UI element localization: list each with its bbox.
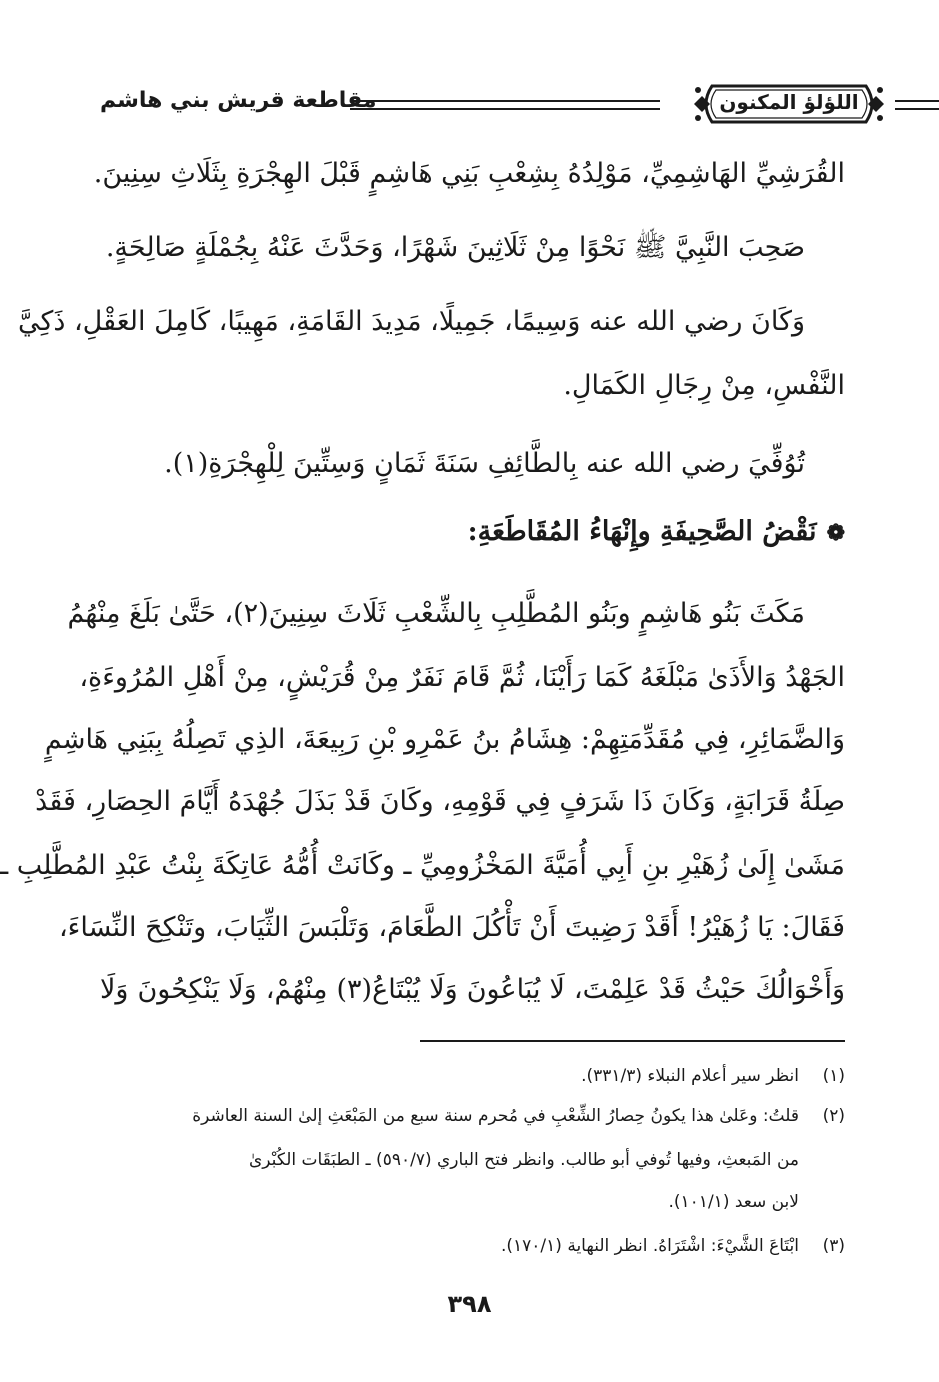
body-line: صِلَةُ قَرَابَةٍ، وَكَانَ ذَا شَرَفٍ فِي قَوْمِهِ، وكَانَ قَدْ بَذَلَ جُهْدَهُ أَيَّامَ الحِصَارِ، فَقَدْ xyxy=(35,786,845,817)
footnote-number: (٣) xyxy=(822,1236,845,1256)
flower-bullet-icon: ❁ xyxy=(826,520,845,546)
body-line: الجَهْدُ وَالأَذَىٰ مَبْلَغَهُ كَمَا رَأَيْنَا، ثُمَّ قَامَ نَفَرٌ مِنْ قُرَيْشٍ، مِنْ أَهْلِ المُرُوءَةِ، xyxy=(79,662,845,693)
section-heading-text: نَقْضُ الصَّحِيفَةِ وإِنْهَاءُ المُقَاطَعَةِ: xyxy=(467,516,817,547)
book-title-emblem xyxy=(692,78,886,130)
footnote-text: ابْتَاعَ الشَّيْءَ: اشْتَرَاهُ. انظر النهاية (١٧٠/١). xyxy=(500,1236,799,1256)
page-header xyxy=(100,78,859,134)
footnote-text: انظر سير أعلام النبلاء (٣٣١/٣). xyxy=(581,1066,799,1086)
book-title: اللؤلؤ المكنون xyxy=(719,90,859,114)
body-line: القُرَشِيِّ الهَاشِمِيِّ، مَوْلِدُهُ بِشِعْبِ بَنِي هَاشِمٍ قَبْلَ الهِجْرَةِ بِثَلَاثِ سِنِينَ. xyxy=(93,158,845,189)
header-rule-right xyxy=(895,100,939,110)
footnote-text: قلتُ: وعَلىٰ هذا يكونُ حِصارُ الشِّعْبِ في مُحرم سنة سبع من المَبْعَثِ إلىٰ السنة العاشرة xyxy=(192,1106,799,1126)
body-line: وَأَخْوَالُكَ حَيْثُ قَدْ عَلِمْتَ، لَا يُبَاعُونَ وَلَا يُبْتَاعُ(٣) مِنْهُمْ، وَلَا يَنْكِحُونَ وَلَا xyxy=(100,974,845,1005)
chapter-title: مقاطعة قريش بني هاشم xyxy=(100,88,377,113)
body-line: مَكَثَ بَنُو هَاشِمٍ وبَنُو المُطَّلِبِ بِالشِّعْبِ ثَلَاثَ سِنِينَ(٢)، حَتَّىٰ بَلَغَ مِنْهُمُ xyxy=(67,598,805,629)
header-rule-mid xyxy=(620,100,660,110)
page-number: ٣٩٨ xyxy=(447,1290,492,1318)
body-line: صَحِبَ النَّبِيَّ ﷺ نَحْوًا مِنْ ثَلَاثِينَ شَهْرًا، وَحَدَّثَ عَنْهُ بِجُمْلَةٍ صَالِحَةٍ. xyxy=(105,232,805,263)
footnote-number: (٢) xyxy=(822,1106,845,1126)
footnote-1 xyxy=(100,1066,845,1086)
footnote-2 xyxy=(100,1106,845,1126)
footnote-2-continued: من المَبعثِ، وفيها تُوفي أبو طالب. وانظر فتح الباري (٥٩٠/٧) ـ الطبَقَات الكُبْرىٰ xyxy=(249,1150,799,1170)
header-rule-left xyxy=(350,100,620,110)
body-line: النَّفْسِ، مِنْ رِجَالِ الكَمَالِ. xyxy=(563,370,845,401)
footnote-number: (١) xyxy=(822,1066,845,1086)
body-line: وَكَانَ رضي الله عنه وَسِيمًا، جَمِيلًا، مَدِيدَ القَامَةِ، مَهِيبًا، كَامِلَ العَقْلِ، ذَكِيَّ xyxy=(17,306,805,337)
footnote-2-continued: لابن سعد (١٠١/١). xyxy=(668,1192,799,1212)
footnote-3 xyxy=(100,1236,845,1256)
body-line: فَقَالَ: يَا زُهَيْرُ! أَقَدْ رَضِيتَ أَنْ تَأْكُلَ الطَّعَامَ، وَتَلْبَسَ الثِّيَابَ، وتَنْكِحَ النِّسَاءَ، xyxy=(58,912,845,943)
footnote-separator xyxy=(420,1040,845,1042)
section-heading xyxy=(468,516,845,547)
body-line: وَالضَّمَائِرِ، فِي مُقَدِّمَتِهِمْ: هِشَامُ بنُ عَمْرِو بْنِ رَبِيعَةَ، الذِي تَصِلُهُ بِبَنِي هَاشِمٍ xyxy=(44,724,845,755)
body-line: تُوُفِّيَ رضي الله عنه بِالطَّائِفِ سَنَةَ ثَمَانٍ وَسِتِّينَ لِلْهِجْرَةِ(١). xyxy=(164,448,805,479)
body-line: مَشَىٰ إِلَىٰ زُهَيْرِ بنِ أَبِي أُمَيَّةَ المَخْزُومِيِّ ـ وكَانَتْ أُمُّهُ عَاتِكَةَ بِنْتُ عَبْدِ المُطَّلِبِ ـ xyxy=(0,850,845,881)
